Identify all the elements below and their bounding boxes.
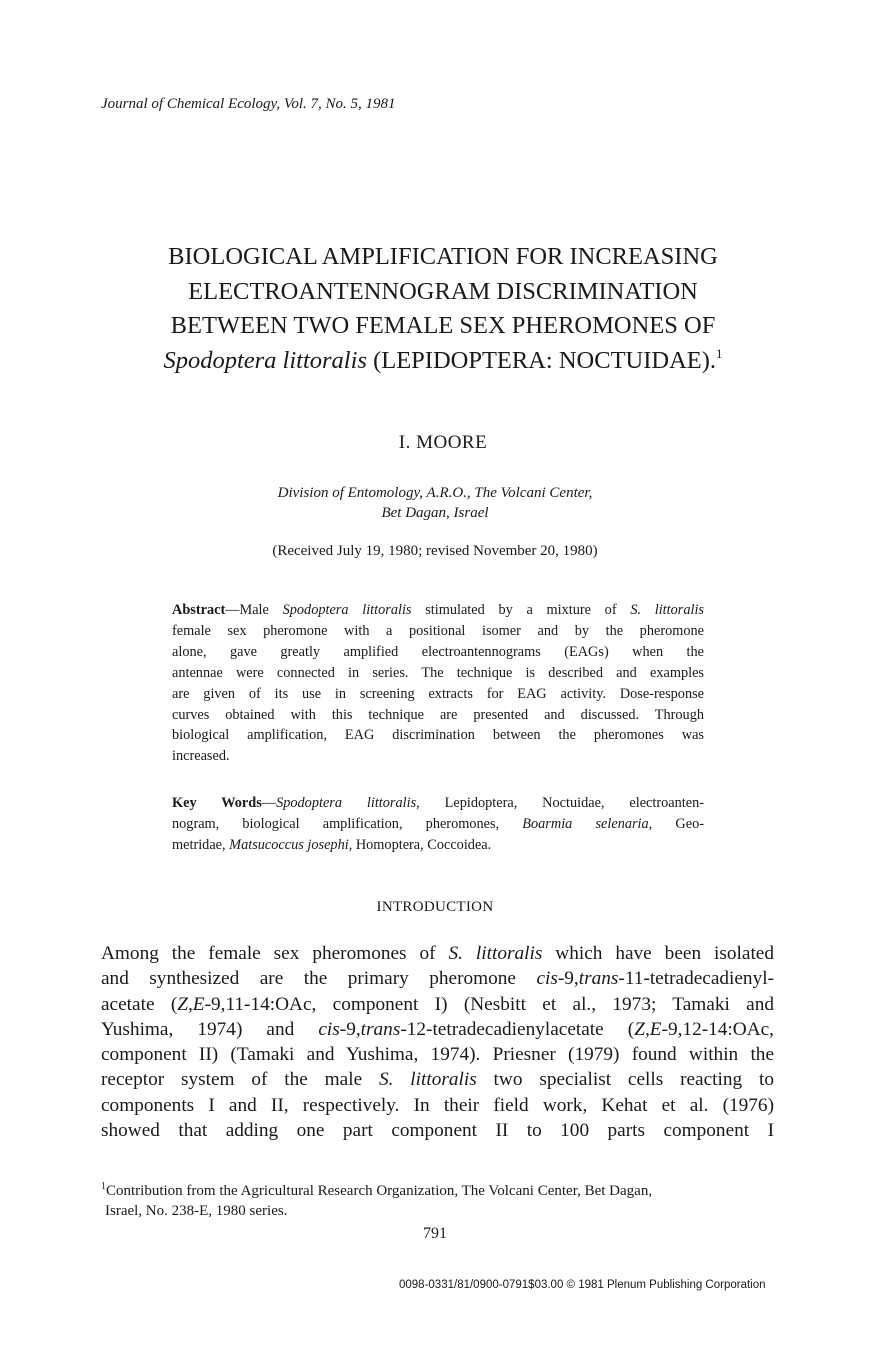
footnote-line: Israel, No. 238-E, 1980 series.: [105, 1203, 288, 1219]
intro-text: -12-tetradecadienylacetate (: [400, 1018, 635, 1040]
keywords-label: Key Words: [172, 795, 262, 811]
section-heading-introduction: INTRODUCTION: [376, 899, 494, 915]
intro-text: two specialist cells reacting to: [476, 1069, 774, 1091]
affiliation-line-2: Bet Dagan, Israel: [381, 505, 489, 521]
title-line-4-rest: (LEPIDOPTERA: NOCTUIDAE).: [366, 346, 717, 374]
copyright-line: 0098-0331/81/0900-0791$03.00 © 1981 Plenum Publishing Corporation: [399, 1279, 766, 1291]
keywords-species: Boarmia selenaria: [522, 815, 649, 832]
intro-italic: Z,E: [177, 993, 205, 1015]
abstract-line: biological amplification, EAG discrimination between the pheromones was: [172, 727, 704, 744]
intro-species: S. littoralis: [448, 943, 543, 964]
key-words: [172, 793, 704, 856]
abstract-line: antennae were connected in series. The technique is described and examples: [172, 664, 704, 681]
author-name: I. MOORE: [398, 432, 488, 453]
footnote: [101, 1181, 781, 1221]
intro-line: showed that adding one part component II to 100 parts component I: [101, 1120, 774, 1142]
abstract-line: curves obtained with this technique are presented and discussed. Through: [172, 706, 704, 723]
intro-line: [101, 992, 774, 1017]
abstract-line: [172, 600, 704, 621]
intro-text: -11-tetradecadienyl-: [618, 968, 774, 990]
article-title: [80, 240, 806, 378]
abstract-line: alone, gave greatly amplified electroantennograms (EAGs) when the: [172, 643, 704, 660]
intro-text: which have been isolated: [542, 943, 774, 964]
keywords-text: , Homoptera, Coccoidea.: [348, 836, 492, 853]
intro-italic: trans: [360, 1018, 401, 1040]
intro-species: S. littoralis: [378, 1069, 477, 1091]
abstract-text: stimulated by a mixture of: [411, 602, 631, 618]
keywords-species: Spodoptera littoralis: [276, 795, 417, 811]
intro-line: [101, 1017, 774, 1042]
keywords-line: [172, 793, 704, 814]
abstract-label: Abstract: [172, 602, 226, 618]
intro-text: -9,11-14:OAc, component I) (Nesbitt et al., 1973; Tamaki and: [204, 993, 775, 1015]
intro-text: acetate (: [101, 993, 178, 1015]
title-line-4: [80, 344, 806, 379]
intro-line: [101, 966, 774, 991]
title-footnote-mark: 1: [716, 345, 723, 361]
affiliation-line-1: Division of Entomology, A.R.O., The Volcani Center,: [277, 485, 593, 501]
affiliation: [0, 483, 870, 523]
intro-text: Yushima, 1974) and: [101, 1018, 319, 1040]
abstract: [172, 600, 704, 767]
abstract-line: increased.: [172, 748, 230, 765]
intro-line: [101, 1067, 774, 1092]
intro-italic: cis: [536, 968, 558, 990]
intro-line: [101, 941, 774, 966]
keywords-line: [172, 814, 704, 835]
keywords-species: Matsucoccus josephi: [229, 836, 349, 853]
title-line-1: BIOLOGICAL AMPLIFICATION FOR INCREASING: [168, 243, 718, 270]
keywords-line: [172, 835, 704, 856]
abstract-line: are given of its use in screening extracts for EAG activity. Dose-response: [172, 685, 704, 702]
abstract-species: Spodoptera littoralis: [282, 602, 412, 618]
abstract-species: S. littoralis: [630, 602, 704, 618]
intro-line: component II) (Tamaki and Yushima, 1974). Priesner (1979) found within the: [101, 1044, 774, 1066]
intro-italic: trans: [578, 968, 619, 990]
introduction-body: [101, 941, 774, 1143]
intro-italic: Z,E: [634, 1018, 662, 1040]
keywords-text: , Geo-: [648, 815, 704, 832]
intro-text: -9,12-14:OAc,: [661, 1018, 774, 1040]
title-line-2: ELECTROANTENNOGRAM DISCRIMINATION: [188, 277, 698, 305]
footnote-text: Contribution from the Agricultural Research Organization, The Volcani Center, Bet Dagan,: [106, 1183, 653, 1199]
journal-citation: Journal of Chemical Ecology, Vol. 7, No. 5, 1981: [101, 96, 396, 112]
footnote-line: [101, 1181, 781, 1201]
intro-text: -9,: [339, 1018, 361, 1040]
intro-text: receptor system of the male: [101, 1069, 379, 1091]
keywords-text: metridae,: [172, 836, 230, 853]
intro-text: and synthesized are the primary pheromone: [101, 968, 537, 990]
keywords-text: , Lepidoptera, Noctuidae, electroanten-: [416, 795, 704, 811]
intro-line: components I and II, respectively. In their field work, Kehat et al. (1976): [101, 1094, 774, 1116]
intro-text: Among the female sex pheromones of: [101, 943, 449, 964]
intro-italic: cis: [318, 1018, 340, 1040]
page-number: 791: [423, 1225, 447, 1242]
abstract-line: female sex pheromone with a positional isomer and by the pheromone: [172, 622, 704, 639]
abstract-dash: —Male: [225, 602, 283, 618]
keywords-dash: —: [261, 795, 277, 811]
received-dates: (Received July 19, 1980; revised November 20, 1980): [272, 543, 598, 559]
title-species: Spodoptera littoralis: [163, 346, 367, 374]
keywords-text: nogram, biological amplification, pheromones,: [172, 815, 523, 832]
footnote-mark: 1: [101, 1181, 106, 1192]
intro-text: -9,: [557, 968, 579, 990]
title-line-3: BETWEEN TWO FEMALE SEX PHEROMONES OF: [170, 312, 716, 339]
